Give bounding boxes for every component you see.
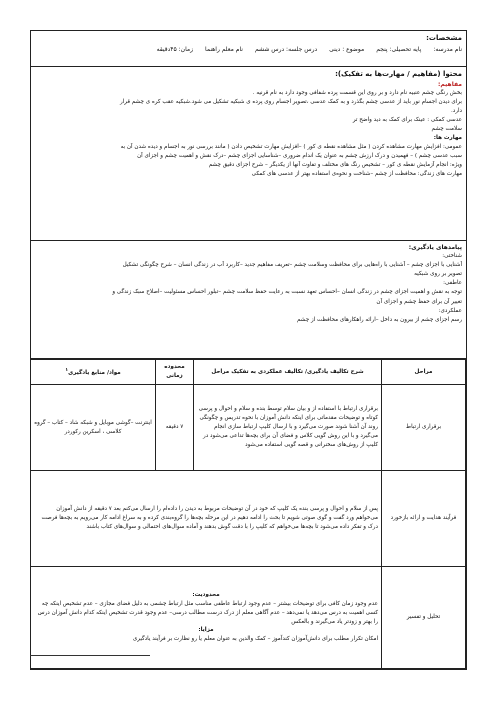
objective-line: شناختی: [442, 253, 462, 260]
content-line: برای دیدن اجسام نور باید از عدسی چشم بگذرد و به کمک عدسی ،تصویر اجسام روی پرده ی شبکیه تشکیل می شود.شبکیه عقب کره ی چشم قرار [120, 98, 462, 105]
content-line: سبب عدسی چشم ) – فهمیدن و درک ارزش چشم به عنوان یک اندام ضروری –شناسایی اجزای چشم –درک نقش و اهمیت چشم و اجزای آن [137, 153, 462, 160]
content-heading: محتوا (مفاهیم / مهارت‌ها به تفکیک): [335, 70, 462, 78]
steps-table [30, 359, 466, 669]
header-stages: مراحل [382, 360, 466, 385]
content-line: ویژه: انجام آزمایش نقطه ی کور – تشخیص رنگ های مختلف و تفاوت آنها از یکدیگر – شرح اجزای دقیق چشم [208, 162, 462, 169]
specs-section [31, 31, 466, 67]
duration: زمان: ۴۵دقیقه [156, 45, 194, 53]
lesson-plan-page [30, 30, 467, 670]
content-line: مهارت های زندگی: محافظت از چشم –شناخت و نحوه‌ی استفاده بهتر از عدسی های کمکی [251, 171, 462, 178]
limitations-text: عدم وجود زمان کافی برای توضیحات بیشتر – عدم وجود ارتباط عاطفی مناسب مثل ارتباط چشمی به دلیل فضای مجازی – عدم تشخیص اینکه چه کسی اهمیت به درس می‌دهد یا نمی‌دهد – عدم آگاهی معلم از درک درست مطالب درسی– عدم وجود قدرت تشخیص اینکه کدام دانش آموزان درس را بهتر و زودتر یاد می‌گیرند و بالعکس [37, 600, 378, 625]
header-time: محدوده زمانی [156, 360, 194, 385]
table-row [31, 471, 466, 567]
stage-cell: برقراری ارتباط [382, 385, 466, 471]
objective-line: تغییر آن برای حفظ چشم و اجزای آن [376, 298, 462, 305]
time-cell: ۷ دقیقه [156, 385, 194, 471]
content-line: دارد. [450, 107, 462, 114]
stage-cell: فرآیند هدایت و ارائه بازخورد [382, 471, 466, 567]
specs-row [35, 44, 462, 53]
desc-cell: برقراری ارتباط با استفاده از و بیان سلام توسط بنده و سلام و احوال و پرسی کوتاه و توضیحات مقدماتی برای اینکه دانش آموزان با نحوه تدریس و چگونگی روند آن آشنا شوند صورت می‌گیرد و با ارسال کلیپ ارتباط سازی انجام می‌گیرد و با این روش گویی کلاس و فضای آن برای بچه‌ها تداعی می‌شود در کلیپ از روش‌های سخنرانی و قصه گویی استفاده می‌شود [194, 385, 382, 471]
session: درس جلسه: درس ششم [254, 45, 318, 53]
school-name: نام مدرسه: [433, 45, 462, 53]
materials-cell: اینترنت –گوشی موبایل و شبکه شاد – کتاب – گروه کلاسی ، اسکرین رکوردر [31, 385, 156, 471]
objective-line: عاطفی: [443, 280, 462, 287]
objectives-title: پیامدهای یادگیری: [408, 244, 462, 251]
limitations-title: محدودیت: [192, 591, 220, 598]
teacher-name: نام معلم راهنما [205, 45, 243, 53]
content-section [31, 67, 466, 241]
objective-line: تصویر بر روی شبکیه [414, 271, 462, 278]
objective-line: آشنایی با اجزای چشم – آشنایی با راه‌هایی برای محافظت وسلامت چشم –تعریف مفاهیم جدید –کاربرد آب در زندگی انسان – شرح چگونگی تشکیل [122, 262, 462, 269]
content-line: بخش رنگی چشم عنبیه نام دارد و بر روی این قسمت پرده شفافی وجود دارد به نام قرنیه . [252, 89, 462, 96]
table-row [31, 385, 466, 471]
benefits-title: مزایا: [198, 627, 214, 634]
header-materials-label: مواد/ منابع یادگیری [68, 369, 121, 376]
header-steps: شرح تکالیف یادگیری/ تکالیف عملکردی به تفکیک مراحل [194, 360, 382, 385]
specs-title: مشخصات: [426, 34, 462, 42]
objective-line: عملکردی: [438, 307, 462, 314]
content-line: عدسی کمکی : عینک برای کمک به دید واضح تر [352, 116, 462, 123]
table-header-row [31, 360, 466, 385]
objectives-section [31, 241, 466, 359]
content-line: سلامت چشم [431, 125, 462, 132]
grade: پایه تحصیلی: پنجم [376, 45, 422, 53]
objective-line: توجه به نقش و اهمیت اجزای چشم در زندگی انسان –احساس تعهد نسبت به رعایت حفظ سلامت چشم –تبلور احساس مسئولیت –اصلاح سبک زندگی و [112, 289, 462, 296]
benefits-text: امکان تکرار مطلب برای دانش‌آموزان کندآموز – کمک والدین به عنوان معلم یا رو نظارت بر فرآیند یادگیری [132, 636, 378, 643]
desc-cell [31, 567, 382, 669]
content-line: عمومی: افزایش مهارت مشاهده کردن ( مثل مشاهده نقطه ی کور ) –افزایش مهارت تشخیص دادن ( مانند بررسی نور به اجسام و دیده شدن آن به [120, 144, 462, 151]
desc-cell: پس از سلام و احوال و پرسی بنده یک کلیپ که خود در آن توضیحات مربوط به دیدن را داده‌ام را ارسال می‌کنم بعد ۷ دقیقه از دانش آموزان می‌خواهم ورد گفت و گوی صوتی شویم تا بحث را ادامه دهیم در این مرحله بچه‌ها را گروه‌بندی کرده و به سراغ ادامه کار می‌رویم به بچه‌ها فرصت درک و تفکر داده می‌شود تا بچه‌ها می‌خواهم که کلیپ را با دقت گوش بدهند و آماده سوال‌های احتمالی و سوال‌های کتاب باشند [31, 471, 382, 567]
header-materials [31, 360, 156, 385]
content-line: مهارت ها: [433, 135, 462, 142]
subject: موضوع : دینی [329, 45, 365, 53]
footnote-divider [30, 655, 150, 656]
objective-line: رسم اجزای چشم از بیرون به داخل –ارائه راهکارهای محافظت از چشم [297, 316, 462, 323]
stage-cell: تحلیل و تفسیر [382, 567, 466, 669]
table-row [31, 567, 466, 669]
concepts-title: مفاهیم: [438, 80, 462, 88]
footnote-mark: ۱ [65, 367, 69, 373]
